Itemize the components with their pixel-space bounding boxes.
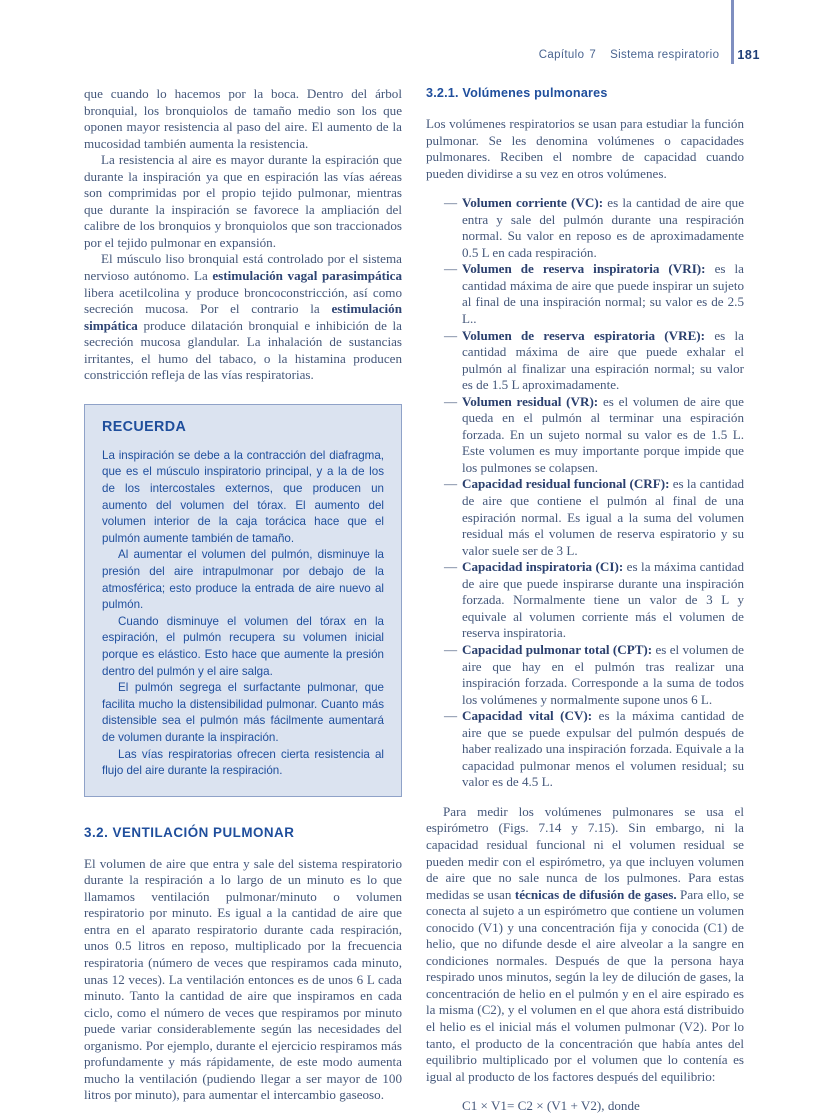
- text-run: El músculo liso bronquial está controlado por el sistema nervioso autónomo. La: [84, 251, 402, 284]
- list-dash-marker: —: [444, 559, 458, 575]
- paragraph: que cuando lo hacemos por la boca. Dentro del árbol bronquial, los bronquiolos de tamaño medio son los que oponen mayor resistencia al paso del aire. El aumento de la mucosidad también aumenta la resistencia.: [84, 86, 402, 151]
- pulmonary-volumes-list: [426, 195, 744, 791]
- list-dash-marker: —: [444, 393, 458, 409]
- text-run: Para ello, se conecta al sujeto a un espirómetro que contiene un volumen conocido (V1) y una concentración fija y conocida (C1) de helio, que no difunde desde el aire alveolar a la sangre en condiciones normales. Después de que la persona haya respirado unos minutos, según la ley de dilución de gases, la concentración de helio en el pulmón y en el aire espirado es la misma (C2), y el volumen en el que ahora está distribuido el helio es el inicial más el volumen pulmonar (V2). Por lo tanto, el producto de la concentración que había antes del equilibrio multiplicado por el volumen que lo contenía es igual al producto de los factores después del equilibrio:: [426, 886, 744, 1084]
- page-number: 181: [737, 48, 760, 62]
- list-item-text: es la cantidad de aire que contiene el pulmón al final de una espiración normal. Es igual a la suma del volumen residual más el volumen de reserva espiratorio y su valor suele ser de 3 L.: [462, 476, 744, 558]
- recuerda-paragraph: Las vías respiratorias ofrecen cierta resistencia al flujo del aire durante la respiración.: [102, 747, 384, 778]
- paragraph: Los volúmenes respiratorios se usan para estudiar la función pulmonar. Se les denomina volúmenes o capacidades pulmonares. Reciben el nombre de capacidad cuando pueden dividirse a su vez en otros volúmenes.: [426, 116, 744, 181]
- list-item-term: Volumen residual (VR):: [462, 393, 599, 409]
- text-run: produce dilatación bronquial e inhibición de la secreción mucosa glandular. La inhalación de sustancias irritantes, el humo del tabaco, o la histamina producen constricción refleja de las vías respiratorias.: [84, 317, 402, 383]
- spacer: [426, 182, 744, 195]
- list-item-text: es la máxima cantidad de aire que se puede expulsar del pulmón después de haber realizado una inspiración forzada. Equivale a la capacidad pulmonar menos el volumen residual; su valor es de 4.5 L.: [462, 708, 744, 790]
- right-column: [426, 86, 744, 1115]
- list-item-term: Capacidad vital (CV):: [462, 708, 593, 724]
- list-item: [444, 261, 744, 327]
- formula-line: C1 × V1= C2 × (V1 + V2), donde: [462, 1098, 640, 1114]
- emphasis-term: estimulación simpática: [84, 301, 402, 333]
- text-run: libera acetilcolina y produce broncoconstricción, así como secreción mucosa. Por el contrario la: [84, 284, 402, 317]
- list-dash-marker: —: [444, 641, 458, 657]
- spacer: [84, 840, 402, 856]
- chapter-number: 7: [589, 49, 597, 61]
- recuerda-title: RECUERDA: [102, 418, 187, 435]
- list-item-term: Volumen de reserva espiratoria (VRE):: [462, 327, 706, 343]
- list-item-term: Capacidad inspiratoria (CI):: [462, 559, 624, 575]
- running-head-title: Sistema respiratorio: [610, 49, 720, 61]
- paragraph: El volumen de aire que entra y sale del sistema respiratorio durante la respiración a lo largo de un minuto es lo que llamamos ventilación pulmonar/minuto o volumen respiratorio por minuto. Es igual a la cantidad de aire que entra en el aparato respiratorio durante cada respiración, unos 0.5 litros en reposo, multiplicado por la frecuencia respiratoria (número de veces que respiramos cada minuto, unas 12 veces). La ventilación entonces es de unos 6 L cada minuto. Tanto la cantidad de aire que inspiramos en cada ciclo, como el número de veces que respiramos por minuto puede variar considerablemente según las necesidades del organismo. Por ejemplo, durante el ejercicio respiramos más profundamente y más rápidamente, de este modo aumenta mucho la ventilación (pudiendo llegar a ser mayor de 100 litros por minuto), para aumentar el intercambio gaseoso.: [84, 855, 402, 1103]
- recuerda-paragraph: Al aumentar el volumen del pulmón, disminuye la presión del aire intrapulmonar por debajo de la atmosférica; esto produce la entrada de aire nuevo al pulmón.: [102, 548, 384, 612]
- list-item-term: Capacidad residual funcional (CRF):: [462, 476, 670, 492]
- paragraph-with-emphasis: [426, 804, 744, 1085]
- list-item: [444, 708, 744, 791]
- list-item-text: es la cantidad máxima de aire que puede exhalar el pulmón al finalizar una espiración normal; su valor es de 1.5 L aproximadamente.: [462, 327, 744, 393]
- emphasis-term: técnicas de difusión de gases.: [514, 886, 677, 902]
- list-item-text: es la máxima cantidad de aire que puede inspirarse durante una inspiración forzada. Normalmente tiene un valor de 3 L y equivale al volumen corriente más el volumen de reserva inspiratoria.: [462, 559, 744, 641]
- left-column: [84, 86, 402, 1115]
- list-item: [444, 642, 744, 708]
- list-item: [444, 195, 744, 261]
- list-item: [444, 328, 744, 394]
- chapter-word: Capítulo: [538, 49, 585, 61]
- list-item-text: es el volumen de aire que queda en el pulmón al terminar una espiración forzada. En un sujeto normal su valor es de 1.5 L. Este volumen es muy importante porque impide que los pulmones se colapsen.: [462, 393, 744, 475]
- recuerda-paragraph: El pulmón segrega el surfactante pulmonar, que facilita mucho la distensibilidad pulmonar. Cuanto más distensible sea el pulmón más fácilmente aumentará de volumen durante la inspiración.: [102, 681, 384, 744]
- list-dash-marker: —: [444, 195, 458, 211]
- emphasis-term: estimulación vagal parasimpática: [212, 268, 402, 284]
- recuerda-callout-box: [84, 404, 402, 797]
- paragraph-with-emphasis: [84, 251, 402, 383]
- spacer: [426, 791, 744, 804]
- recuerda-paragraph: Cuando disminuye el volumen del tórax en la espiración, el pulmón recupera su volumen inicial porque es elástico. Esto hace que aumente la presión dentro del pulmón y el aire salga.: [102, 614, 384, 678]
- paragraph: La resistencia al aire es mayor durante la espiración que durante la inspiración ya que en espiración las vías aéreas son comprimidas por el propio tejido pulmonar, mientras que durante la inspiración se favorece la ampliación del calibre de los bronquios y bronquiolos que son traccionados por el tejido pulmonar en expansión.: [84, 152, 402, 250]
- list-dash-marker: —: [444, 261, 458, 277]
- recuerda-paragraph: La inspiración se debe a la contracción del diafragma, que es el músculo inspiratorio principal, y a la de los de los intercostales externos, que producen un aumento del volumen del tórax. El aumento del volumen interior de la caja torácica hace que el pulmón aumente también de tamaño.: [102, 448, 384, 545]
- list-item: [444, 559, 744, 642]
- list-dash-marker: —: [444, 708, 458, 724]
- list-item: [444, 394, 744, 477]
- list-item-text: es la cantidad de aire que entra y sale del pulmón durante una respiración normal. Su valor en reposo es de aproximadamente 0.5 L en cada respiración.: [462, 195, 745, 260]
- list-item-term: Capacidad pulmonar total (CPT):: [462, 641, 653, 657]
- list-dash-marker: —: [444, 476, 458, 492]
- sub-heading-3-2-1: 3.2.1. Volúmenes pulmonares: [426, 86, 608, 100]
- text-run: Para medir los volúmenes pulmonares se usa el espirómetro (Figs. 7.14 y 7.15). Sin embargo, ni la capacidad residual funcional ni el volumen residual se pueden medir con el espirómetro, ya que incluyen volumen de aire que no sale nunca de los pulmones. Para estas medidas se usan: [426, 803, 744, 902]
- section-heading-3-2: 3.2. VENTILACIÓN PULMONAR: [84, 824, 295, 840]
- list-dash-marker: —: [444, 327, 458, 343]
- list-item-term: Volumen corriente (VC):: [462, 195, 604, 211]
- list-item-term: Volumen de reserva inspiratoria (VRI):: [462, 261, 706, 277]
- spacer: [426, 1085, 744, 1098]
- spacer: [84, 797, 402, 825]
- page-body: [84, 86, 744, 1115]
- spacer: [426, 100, 744, 116]
- list-item-text: es el volumen de aire que hay en el pulmón tras realizar una inspiración forzada. Corresponde a la suma de todos los volúmenes y normalmente supone unos 6 L.: [462, 641, 744, 707]
- list-item: [444, 476, 744, 559]
- list-item-text: es la cantidad máxima de aire que puede inspirar un sujeto al final de una inspiración normal; su valor es de 2.5 L..: [462, 261, 744, 327]
- running-head: [539, 48, 760, 62]
